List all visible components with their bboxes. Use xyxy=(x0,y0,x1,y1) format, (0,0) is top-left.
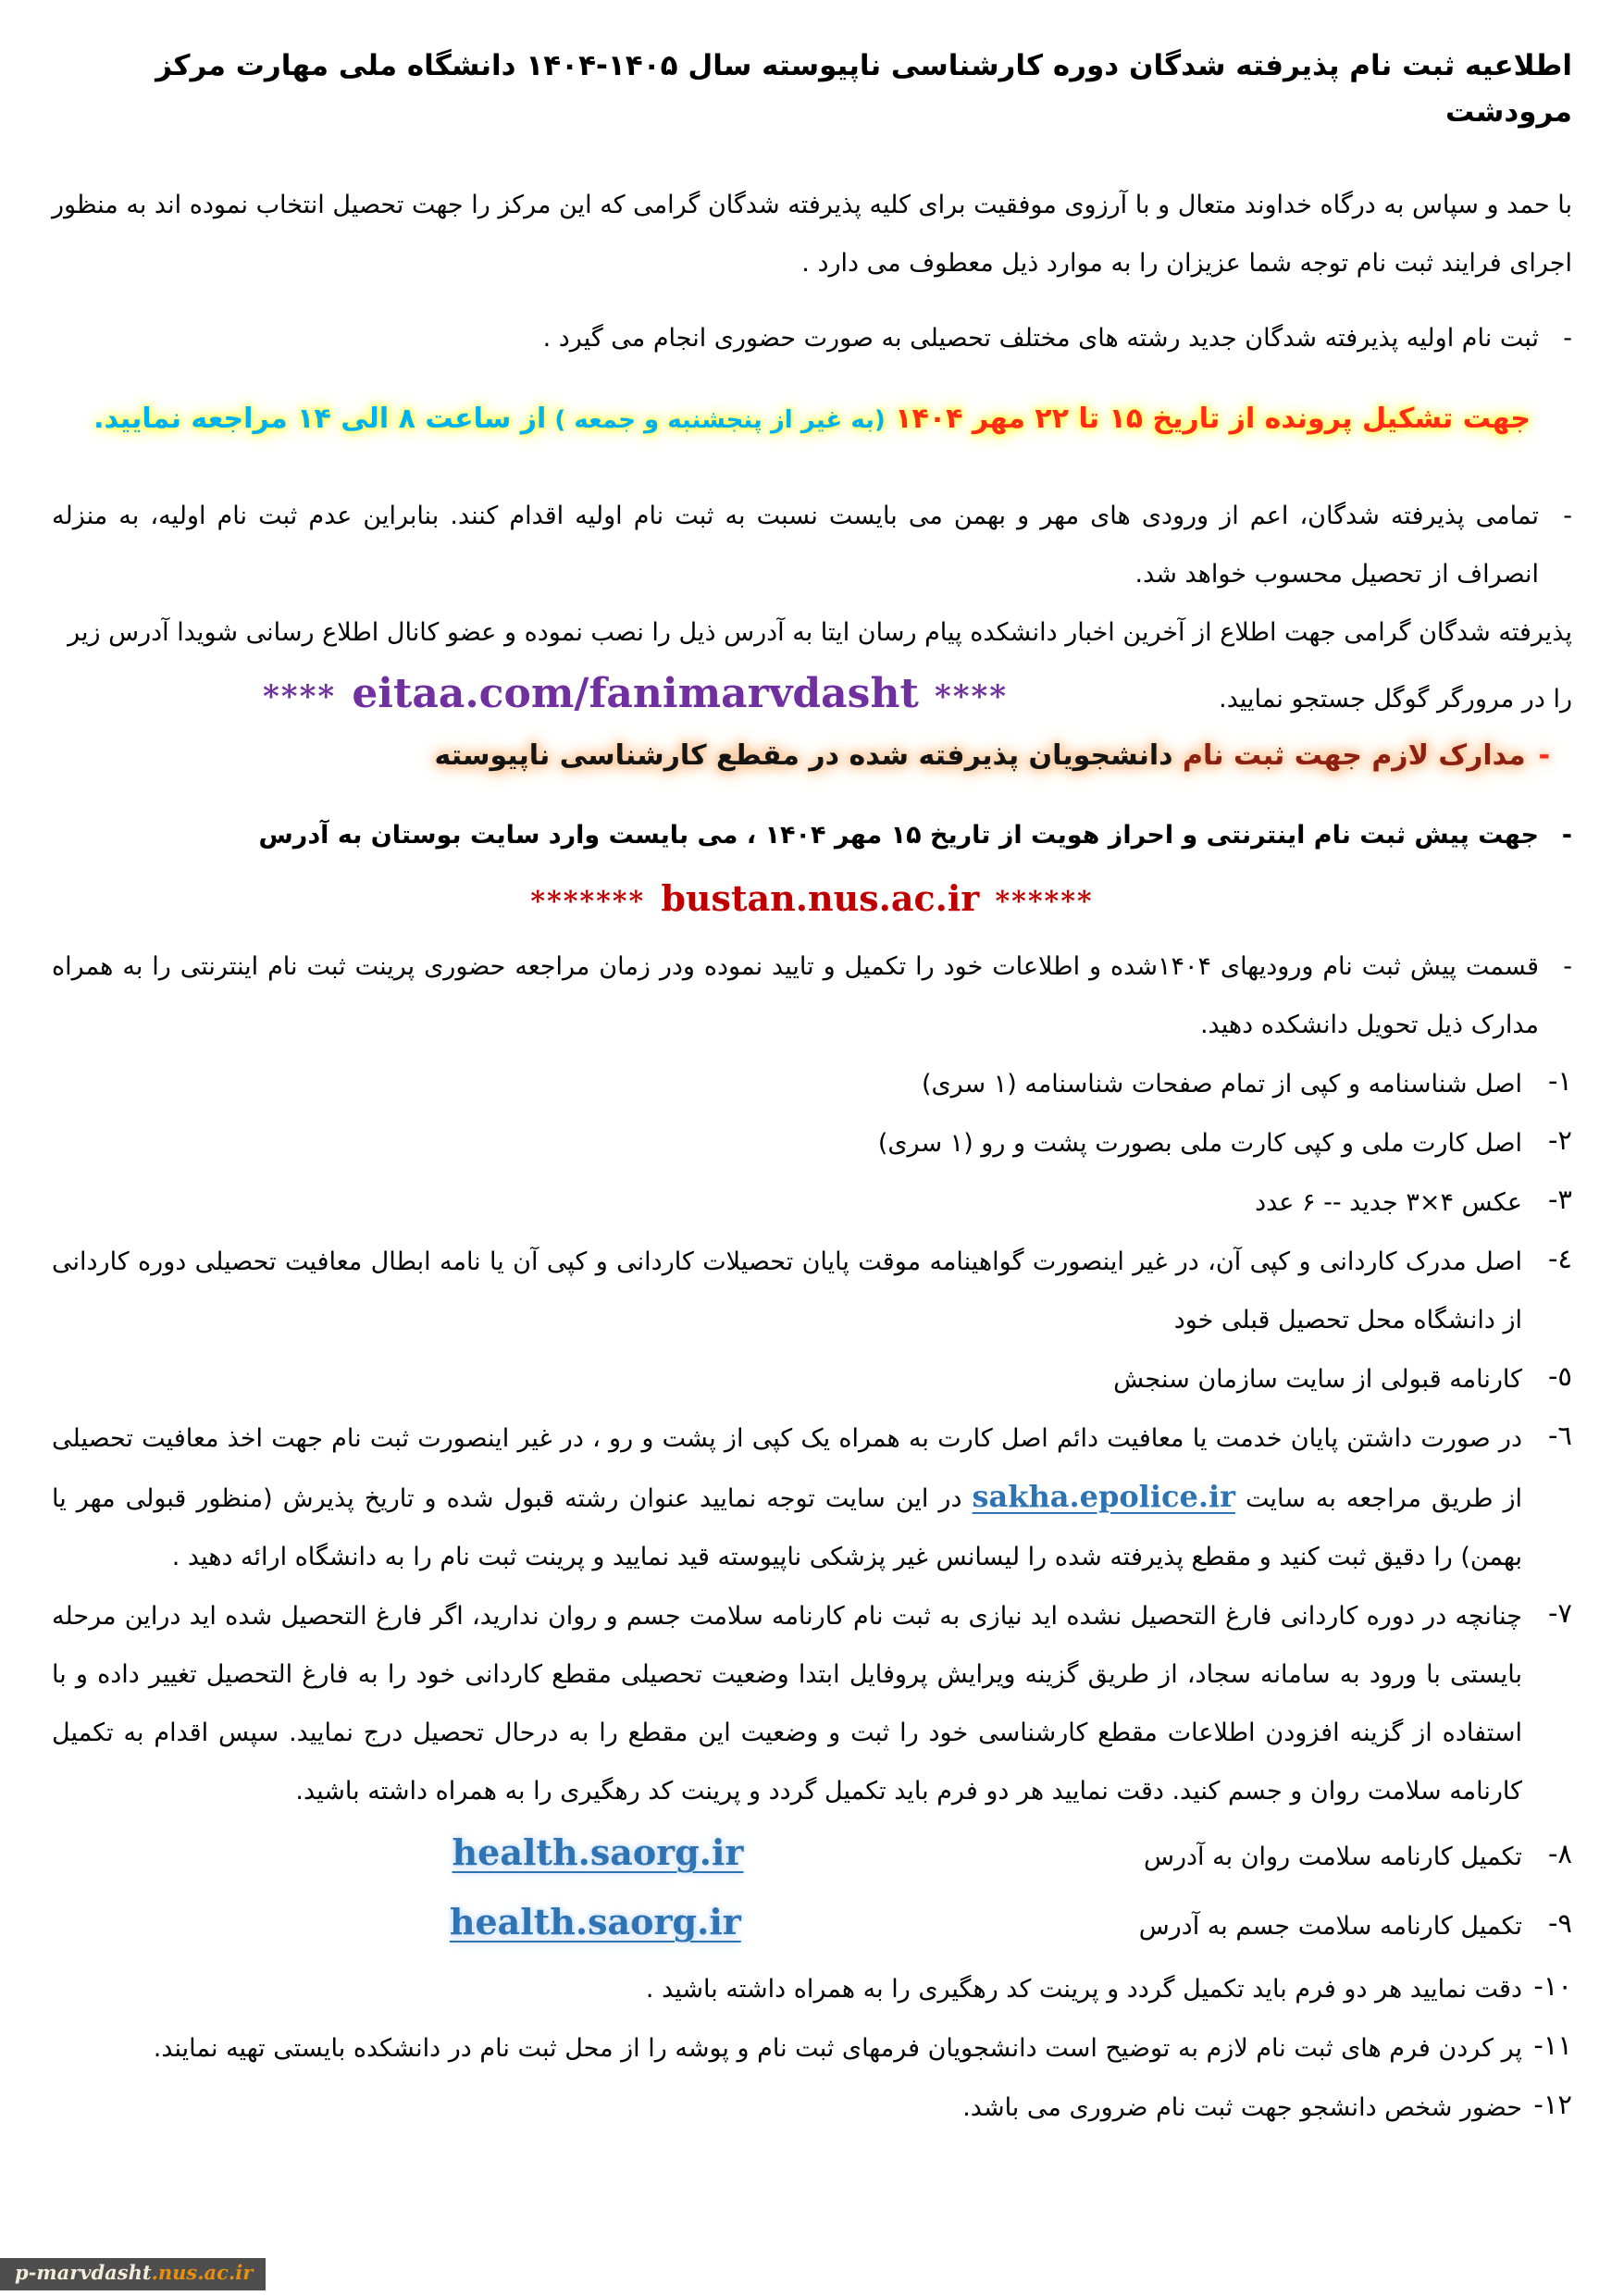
doc-item-4 xyxy=(52,1232,1572,1349)
bustan-stars-left: ******* xyxy=(530,886,646,918)
doc-item-2-text: اصل کارت ملی و کپی کارت ملی بصورت پشت و رو (۱ سری) xyxy=(877,1129,1522,1158)
bullet-all-admitted-text: تمامی پذیرفته شدگان، اعم از ورودی های مهر و بهمن می بایست نسبت به ثبت نام اولیه اقدام کنند. بنابراین عدم ثبت نام اولیه، به منزله انصراف از تحصیل محسوب خواهد شد. xyxy=(52,502,1539,589)
item-number: ۱۲- xyxy=(1533,2089,1572,2120)
doc-item-4-text: اصل مدرک کاردانی و کپی آن، در غیر اینصورت گواهینامه موقت پایان تحصیلات کاردانی و کپی آن یا نامه ابطال معافیت تحصیلی دوره کاردانی از دانشگاه محل تحصیل قبلی خود xyxy=(52,1247,1522,1334)
doc-item-3-text: عکس ۴×۳ جدید -- ۶ عدد xyxy=(1255,1188,1522,1217)
doc-item-6-text-after: در این سایت توجه نمایید عنوان رشته قبول شده و تاریخ پذیرش (منظور قبولی مهر یا بهمن) را دقیق ثبت کنید و مقطع پذیرفته شده را لیسانس غیر پزشکی ناپیوسته قید نمایید و پرینت ثبت نام را به دانشگاه ارائه دهید . xyxy=(52,1484,1522,1571)
dash-bullet-marker: - xyxy=(1563,324,1572,353)
bullet-pre-registration xyxy=(52,806,1572,864)
eitaa-link-row xyxy=(52,662,1572,732)
doc-item-3 xyxy=(52,1173,1572,1232)
bullet-initial-registration xyxy=(52,309,1572,367)
doc-item-8 xyxy=(52,1820,1572,1890)
doc-item-12 xyxy=(52,2078,1572,2137)
eitaa-channel-link[interactable]: eitaa.com/fanimarvdasht xyxy=(352,670,919,717)
health-saorg-link-mental[interactable]: health.saorg.ir xyxy=(452,1831,744,1873)
item-number: ۱۰- xyxy=(1533,1970,1572,2002)
doc-item-5 xyxy=(52,1349,1572,1409)
health-saorg-link-physical[interactable]: health.saorg.ir xyxy=(449,1901,741,1942)
doc-item-7-text: چنانچه در دوره کاردانی فارغ التحصیل نشده اید نیازی به ثبت نام کارنامه سلامت جسم و روان ندارید، اگر فارغ التحصیل شده اید دراین مرحله بایستی با ورود به سامانه سجاد، از طریق گزینه ویرایش پروفایل ابتدا وضعیت تحصیلی مقطع کاردانی خود را به فارغ التحصیل تغییر داده و با استفاده از گزینه افزودن اطلاعات مقطع کارشناسی خود را ثبت و وضعیت این مقطع را به درحال تحصیل درج نمایید. سپس اقدام به تکمیل کارنامه سلامت روان و جسم کنید. دقت نمایید هر دو فرم باید تکمیل گردد و پرینت کد رهگیری را به همراه داشته باشید. xyxy=(52,1602,1522,1806)
documents-heading xyxy=(52,732,1572,780)
item-number: ۱۱- xyxy=(1533,2029,1572,2061)
eitaa-paragraph: پذیرفته شدگان گرامی جهت اطلاع از آخرین اخبار دانشکده پیام رسان ایتا به آدرس ذیل را نصب نموده و عضو کانال اطلاع رسانی شویدا آدرس زیر xyxy=(68,618,1572,647)
bustan-stars-right: ****** xyxy=(995,886,1094,918)
bullet-initial-registration-text: ثبت نام اولیه پذیرفته شدگان جدید رشته های مختلف تحصیلی به صورت حضوری انجام می گیرد . xyxy=(542,324,1539,353)
heading-dash-marker: - xyxy=(1538,739,1550,772)
dash-bullet-marker: - xyxy=(1563,502,1572,530)
doc-item-6 xyxy=(52,1409,1572,1586)
sakha-epolice-link[interactable]: sakha.epolice.ir xyxy=(972,1479,1235,1514)
bullet-pre-registration-text: جهت پیش ثبت نام اینترنتی و احراز هویت از تاریخ ۱۵ مهر ۱۴۰۴ ، می بایست وارد سایت بوستان به آدرس xyxy=(258,821,1539,850)
item-number: ۱- xyxy=(1547,1065,1572,1097)
watermark-domain: .nus.ac.ir xyxy=(151,2261,254,2284)
doc-item-9-link-wrap xyxy=(52,1890,1139,1959)
doc-item-9-text: تکمیل کارنامه سلامت جسم به آدرس xyxy=(1138,1912,1522,1941)
doc-item-8-text: تکمیل کارنامه سلامت روان به آدرس xyxy=(1144,1843,1522,1871)
highlight-notice-hours: از ساعت ۸ الی ۱۴ مراجعه نمایید. xyxy=(93,403,547,435)
eitaa-stars-left: **** xyxy=(263,678,337,715)
dash-bullet-marker: - xyxy=(1561,821,1572,850)
documents-heading-red: مدارک لازم جهت ثبت نام xyxy=(1183,739,1526,772)
doc-item-9-label xyxy=(1138,1893,1572,1959)
item-number: ٧- xyxy=(1547,1597,1572,1629)
eitaa-link-group xyxy=(52,662,1219,732)
item-number: ٥- xyxy=(1547,1360,1572,1392)
doc-item-8-link-wrap xyxy=(52,1820,1144,1890)
doc-item-1 xyxy=(52,1054,1572,1113)
intro-paragraph: با حمد و سپاس به درگاه خداوند متعال و با آرزوی موفقیت برای کلیه پذیرفته شدگان گرامی که این مرکز را جهت تحصیل انتخاب نموده اند به منظور اجرای فرایند ثبت نام توجه شما عزیزان را به موارد ذیل معطوف می دارد . xyxy=(52,191,1572,278)
watermark-host: p-marvdasht xyxy=(15,2261,152,2284)
bullet-all-admitted xyxy=(52,487,1572,603)
doc-item-5-text: کارنامه قبولی از سایت سازمان سنجش xyxy=(1113,1365,1522,1394)
doc-item-6-text-before: در صورت داشتن پایان خدمت یا معافیت دائم اصل کارت به همراه یک کپی از پشت و رو ، در غیر اینصورت ثبت نام جهت اخذ معافیت تحصیلی از طریق مراجعه به سایت xyxy=(52,1424,1523,1513)
item-number: ۳- xyxy=(1547,1184,1572,1215)
documents-heading-black: دانشجویان پذیرفته شده در مقطع کارشناسی ناپیوسته xyxy=(434,739,1184,772)
item-number: ۲- xyxy=(1547,1124,1572,1156)
item-number: ٤- xyxy=(1547,1243,1572,1274)
doc-item-9 xyxy=(52,1890,1572,1959)
dash-bullet-marker: - xyxy=(1563,952,1573,981)
bustan-link-row xyxy=(52,864,1572,937)
doc-item-12-text: حضور شخص دانشجو جهت ثبت نام ضروری می باشد. xyxy=(962,2093,1522,2122)
bullet-complete-info xyxy=(52,937,1572,1054)
item-number: ۸- xyxy=(1547,1838,1572,1869)
bullet-complete-info-text: قسمت پیش ثبت نام ورودیهای ۱۴۰۴شده و اطلاعات خود را تکمیل و تایید نموده ودر زمان مراجعه حضوری پرینت ثبت نام اینترنتی را به همراه مدارک ذیل تحویل دانشکده دهید. xyxy=(52,952,1540,1039)
highlight-notice xyxy=(52,393,1572,446)
eitaa-stars-right: **** xyxy=(934,678,1009,715)
doc-item-11-text: پر کردن فرم های ثبت نام لازم به توضیح است دانشجویان فرمهای ثبت نام و پوشه را از محل ثبت نام در دانشکده بایستی تهیه نمایند. xyxy=(153,2034,1522,2063)
highlight-notice-date: جهت تشکیل پرونده از تاریخ ۱۵ تا ۲۲ مهر ۱۴۰۴ xyxy=(885,403,1531,435)
page-title: اطلاعیه ثبت نام پذیرفته شدگان دوره کارشناسی ناپیوسته سال ۱۴۰۵-۱۴۰۴ دانشگاه ملی مهارت مرکز مرودشت xyxy=(155,49,1572,129)
item-number: ٦- xyxy=(1547,1420,1572,1451)
doc-item-7 xyxy=(52,1586,1572,1820)
doc-item-2 xyxy=(52,1113,1572,1173)
doc-item-8-label xyxy=(1144,1823,1572,1890)
site-watermark xyxy=(0,2258,266,2290)
doc-item-1-text: اصل شناسنامه و کپی از تمام صفحات شناسنامه (۱ سری) xyxy=(921,1070,1522,1098)
eitaa-paragraph-tail: را در مرورگر گوگل جستجو نمایید. xyxy=(1219,685,1572,714)
highlight-notice-exception: (به غیر از پنجشنبه و جمعه ) xyxy=(546,406,886,434)
doc-item-11 xyxy=(52,2018,1572,2078)
doc-item-10 xyxy=(52,1959,1572,2018)
doc-item-10-text: دقت نمایید هر دو فرم باید تکمیل گردد و پرینت کد رهگیری را به همراه داشته باشید . xyxy=(645,1975,1522,2004)
bustan-site-link[interactable]: bustan.nus.ac.ir xyxy=(661,877,980,919)
item-number: ۹- xyxy=(1547,1907,1572,1939)
